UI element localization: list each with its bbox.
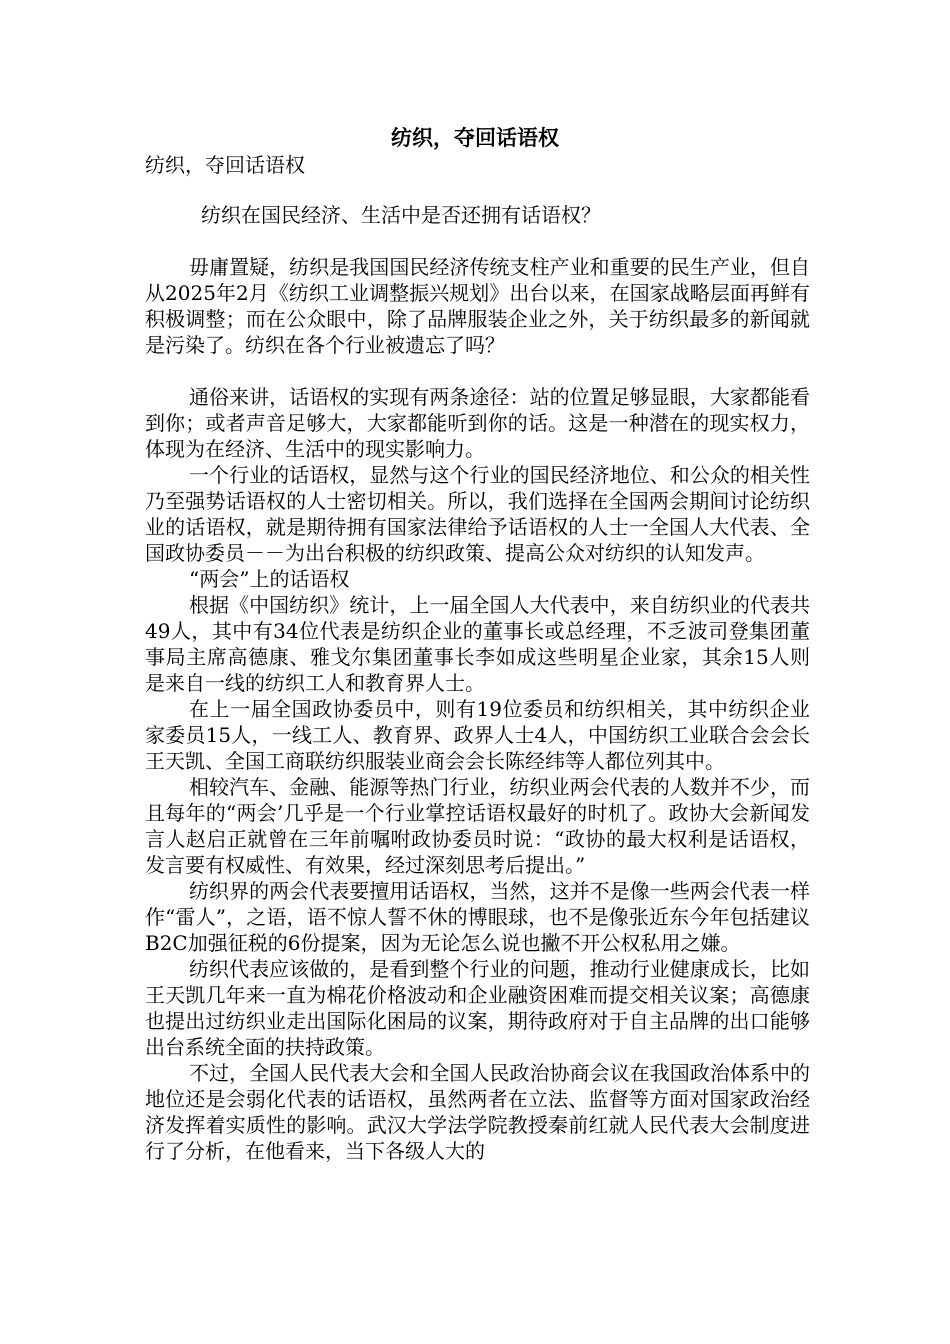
lead-question: 纺织在国民经济、生活中是否还拥有话语权？ (201, 203, 601, 227)
document-title: 纺织，夺回话语权 (391, 125, 559, 150)
paragraph: 相较汽车、金融、能源等热门行业，纺织业两会代表的人数并不少，而且每年的“两会’几乎是一个行业掌控话语权最好的时机了。政协大会新闻发言人赵启正就曾在三年前嘱咐政协委员时说：“政协的最大权利是话语权，发言要有权威性、有效果，经过深刻思考后提出。” (145, 775, 810, 877)
paragraph: 一个行业的话语权，显然与这个行业的国民经济地位、和公众的相关性乃至强势话语权的人士密切相关。所以，我们选择在全国两会期间讨论纺织业的话语权，就是期待拥有国家法律给予话语权的人士一全国人大代表、全国政协委员－－为出台积极的纺织政策、提高公众对纺织的认知发声。 (145, 463, 810, 565)
paragraph: 不过，全国人民代表大会和全国人民政治协商会议在我国政治体系中的地位还是会弱化代表的话语权，虽然两者在立法、监督等方面对国家政治经济发挥着实质性的影响。武汉大学法学院教授秦前红就人民代表大会制度进行了分析，在他看来，当下各级人大的 (145, 1061, 810, 1163)
document-subtitle: 纺织，夺回话语权 (145, 153, 305, 177)
paragraph: 纺织界的两会代表要擅用话语权，当然，这并不是像一些两会代表一样作“雷人”，之语，语不惊人誓不休的博眼球，也不是像张近东今年包括建议B2C加强征税的6份提案，因为无论怎么说也撇不开公权私用之嫌。 (145, 879, 810, 955)
section-heading: “两会”上的话语权 (189, 567, 350, 591)
paragraph: 根据《中国纺织》统计，上一届全国人大代表中，来自纺织业的代表共49人，其中有34位代表是纺织企业的董事长或总经理，不乏波司登集团董事局主席高德康、雅戈尔集团董事长李如成这些明星企业家，其余15人则是来自一线的纺织工人和教育界人士。 (145, 593, 810, 695)
paragraph: 毋庸置疑，纺织是我国国民经济传统支柱产业和重要的民生产业，但自从2025年2月《纺织工业调整振兴规划》出台以来，在国家战略层面再鲜有积极调整；而在公众眼中，除了品牌服装企业之外，关于纺织最多的新闻就是污染了。纺织在各个行业被遗忘了吗？ (145, 255, 810, 357)
paragraph: 通俗来讲，话语权的实现有两条途径：站的位置足够显眼，大家都能看到你；或者声音足够大，大家都能听到你的话。这是一种潜在的现实权力，体现为在经济、生活中的现实影响力。 (145, 385, 810, 461)
paragraph: 在上一届全国政协委员中，则有19位委员和纺织相关，其中纺织企业家委员15人，一线工人、教育界、政界人士4人，中国纺织工业联合会会长王天凯、全国工商联纺织服装业商会会长陈经纬等人都位列其中。 (145, 697, 810, 773)
paragraph: 纺织代表应该做的，是看到整个行业的问题，推动行业健康成长，比如王天凯几年来一直为棉花价格波动和企业融资困难而提交相关议案；高德康也提出过纺织业走出国际化困局的议案，期待政府对于自主品牌的出口能够出台系统全面的扶持政策。 (145, 957, 810, 1059)
document-body (145, 152, 810, 1164)
